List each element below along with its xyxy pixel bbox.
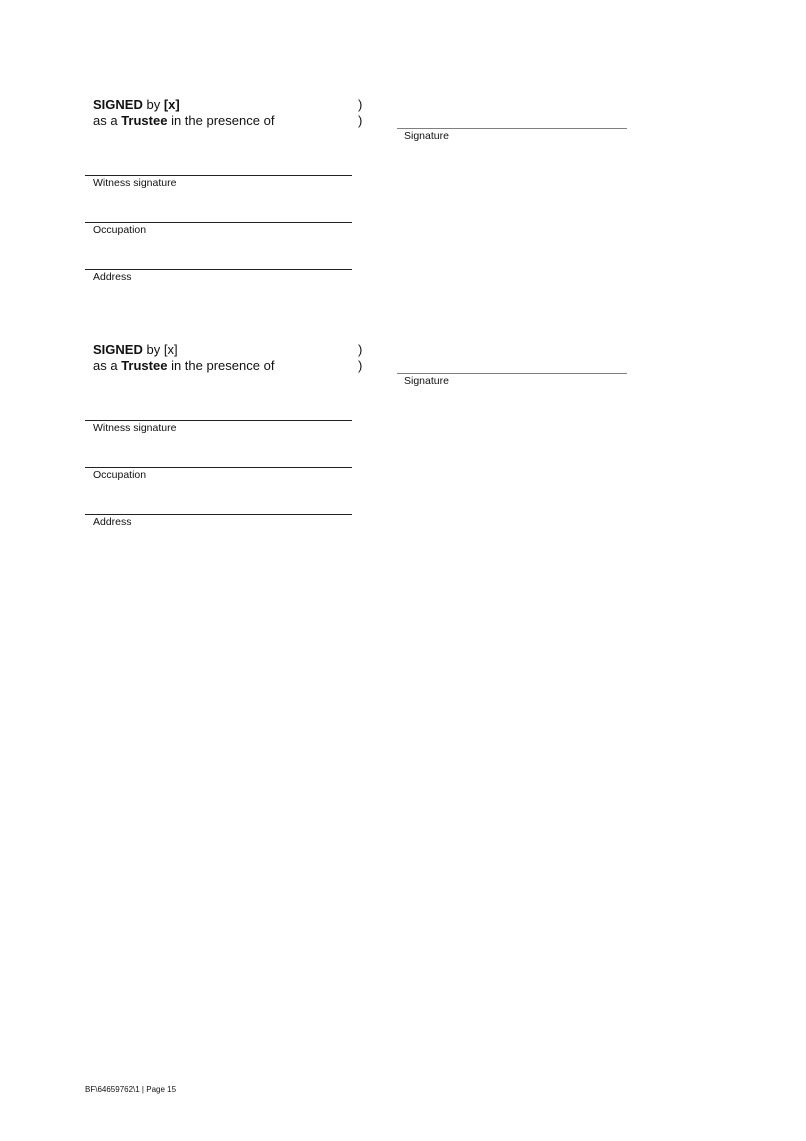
bracket-1: ) — [358, 342, 363, 357]
by-word: by — [146, 97, 161, 112]
signed-by-line — [93, 342, 178, 358]
occupation-label: Occupation — [93, 469, 147, 481]
role-keyword: Trustee — [121, 113, 168, 128]
signature-label: Signature — [404, 375, 449, 387]
witness-signature-line[interactable] — [85, 175, 352, 176]
presence-line — [93, 113, 274, 129]
address-label: Address — [93, 516, 132, 528]
page-footer: BF\64659762\1 | Page 15 — [85, 1085, 177, 1094]
presence-suffix: in the presence of — [171, 113, 275, 128]
signature-line[interactable] — [397, 373, 627, 374]
witness-signature-label: Witness signature — [93, 177, 177, 189]
occupation-line[interactable] — [85, 467, 352, 468]
signed-by-line — [93, 97, 180, 113]
bracket-1: ) — [358, 97, 363, 112]
presence-line — [93, 358, 274, 374]
presence-suffix: in the presence of — [171, 358, 275, 373]
address-line[interactable] — [85, 269, 352, 270]
presence-prefix: as a — [93, 113, 118, 128]
address-line[interactable] — [85, 514, 352, 515]
signature-label: Signature — [404, 130, 449, 142]
role-keyword: Trustee — [121, 358, 168, 373]
bracket-2: ) — [358, 358, 363, 373]
occupation-line[interactable] — [85, 222, 352, 223]
signed-keyword: SIGNED — [93, 97, 143, 112]
witness-signature-line[interactable] — [85, 420, 352, 421]
signatory-name: [x] — [163, 342, 178, 357]
signature-line[interactable] — [397, 128, 627, 129]
signed-keyword: SIGNED — [93, 342, 143, 357]
presence-prefix: as a — [93, 358, 118, 373]
address-label: Address — [93, 271, 132, 283]
occupation-label: Occupation — [93, 224, 147, 236]
by-word: by — [146, 342, 161, 357]
bracket-2: ) — [358, 113, 363, 128]
witness-signature-label: Witness signature — [93, 422, 177, 434]
signatory-name: [x] — [163, 97, 180, 112]
